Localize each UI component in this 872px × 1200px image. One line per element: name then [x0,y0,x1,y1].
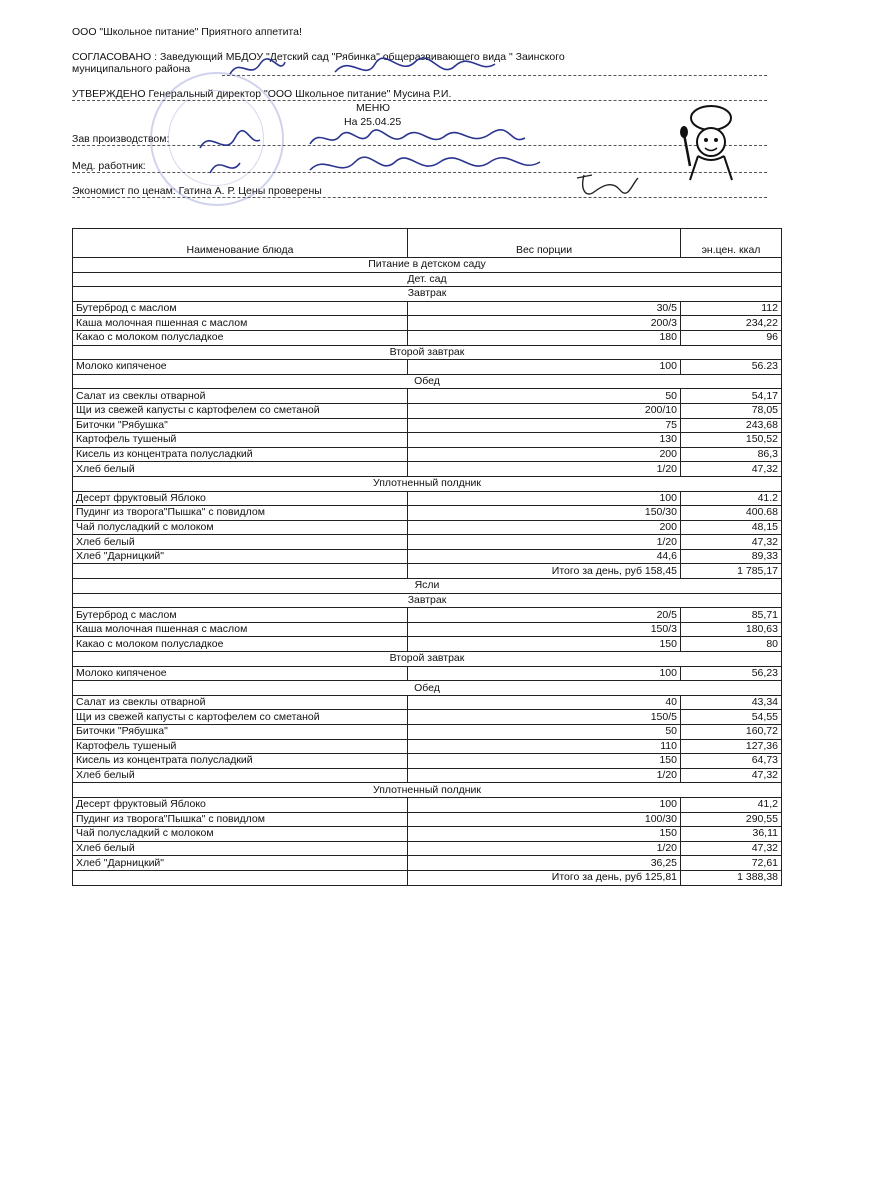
menu-title: МЕНЮ [356,102,390,114]
total-kcal: 1 388,38 [681,870,782,885]
portion-weight: 100 [408,491,681,506]
table-row [73,754,782,769]
dish-name: Салат из свеклы отварной [73,695,408,710]
energy-kcal: 64,73 [681,754,782,769]
section-row [73,272,782,287]
table-row [73,827,782,842]
dish-name: Каша молочная пшенная с маслом [73,316,408,331]
energy-kcal: 47,32 [681,462,782,477]
section-row [73,374,782,389]
dish-name: Кисель из концентрата полусладкий [73,447,408,462]
section-row [73,681,782,696]
section-label: Обед [73,681,782,696]
portion-weight: 200 [408,520,681,535]
table-row [73,797,782,812]
dish-name: Молоко кипяченое [73,360,408,375]
energy-kcal: 234,22 [681,316,782,331]
dish-name: Хлеб белый [73,768,408,783]
table-row [73,360,782,375]
energy-kcal: 43,34 [681,695,782,710]
total-label: Итого за день, руб 158,45 [408,564,681,579]
energy-kcal: 400.68 [681,506,782,521]
dish-name: Хлеб белый [73,462,408,477]
dish-name: Хлеб "Дарницкий" [73,856,408,871]
energy-kcal: 78,05 [681,403,782,418]
energy-kcal: 85,71 [681,608,782,623]
table-header-row [73,229,782,258]
dish-name: Чай полусладкий с молоком [73,520,408,535]
table-row [73,608,782,623]
table-row [73,666,782,681]
energy-kcal: 41,2 [681,797,782,812]
portion-weight: 180 [408,330,681,345]
table-row [73,389,782,404]
energy-kcal: 47,32 [681,841,782,856]
dish-name: Хлеб белый [73,841,408,856]
energy-kcal: 96 [681,330,782,345]
section-row [73,258,782,273]
agreed-line: СОГЛАСОВАНО : Заведующий МБДОУ "Детский сад "Рябинка" общеразвивающего вида " Заинского [72,51,565,63]
portion-weight: 150/3 [408,622,681,637]
energy-kcal: 243,68 [681,418,782,433]
total-empty-cell [73,870,408,885]
table-row [73,316,782,331]
energy-kcal: 47,32 [681,535,782,550]
table-row [73,447,782,462]
portion-weight: 20/5 [408,608,681,623]
economist-dotted-line [72,197,767,198]
section-row [73,593,782,608]
chef-icon [676,104,746,184]
table-row [73,330,782,345]
dish-name: Картофель тушеный [73,433,408,448]
company-line: ООО "Школьное питание" Приятного аппетита! [72,26,302,38]
column-header-dish: Наименование блюда [73,229,408,258]
economist-line: Экономист по ценам: Гатина А. Р. Цены проверены [72,185,322,197]
portion-weight: 1/20 [408,462,681,477]
energy-kcal: 56.23 [681,360,782,375]
menu-date: На 25.04.25 [344,116,402,128]
dish-name: Пудинг из творога"Пышка" с повидлом [73,812,408,827]
total-label: Итого за день, руб 125,81 [408,870,681,885]
dish-name: Кисель из концентрата полусладкий [73,754,408,769]
table-row [73,520,782,535]
section-row [73,783,782,798]
section-row [73,345,782,360]
table-row [73,491,782,506]
portion-weight: 150/30 [408,506,681,521]
dish-name: Каша молочная пшенная с маслом [73,622,408,637]
section-label: Второй завтрак [73,345,782,360]
table-row [73,856,782,871]
section-label: Второй завтрак [73,652,782,667]
energy-kcal: 180,63 [681,622,782,637]
energy-kcal: 112 [681,301,782,316]
menu-table-body [73,258,782,886]
table-row [73,535,782,550]
approved-line: УТВЕРЖДЕНО Генеральный директор "ООО Школьное питание" Мусина Р.И. [72,88,452,100]
total-kcal: 1 785,17 [681,564,782,579]
table-row [73,549,782,564]
dish-name: Хлеб белый [73,535,408,550]
menu-table [72,228,782,886]
energy-kcal: 150,52 [681,433,782,448]
portion-weight: 100 [408,360,681,375]
table-row [73,462,782,477]
portion-weight: 130 [408,433,681,448]
dish-name: Щи из свежей капусты с картофелем со сметаной [73,403,408,418]
energy-kcal: 47,32 [681,768,782,783]
energy-kcal: 54,17 [681,389,782,404]
section-label: Питание в детском саду [73,258,782,273]
production-head-label: Зав производством: [72,133,170,145]
portion-weight: 150 [408,754,681,769]
total-empty-cell [73,564,408,579]
table-row [73,768,782,783]
table-row [73,812,782,827]
portion-weight: 110 [408,739,681,754]
medic-label: Мед. работник: [72,160,146,172]
dish-name: Чай полусладкий с молоком [73,827,408,842]
energy-kcal: 36,11 [681,827,782,842]
agreed-line-2: муниципального района [72,63,191,75]
energy-kcal: 89,33 [681,549,782,564]
dish-name: Салат из свеклы отварной [73,389,408,404]
table-row [73,301,782,316]
section-row [73,652,782,667]
portion-weight: 200 [408,447,681,462]
total-row [73,870,782,885]
energy-kcal: 72,61 [681,856,782,871]
dish-name: Пудинг из творога"Пышка" с повидлом [73,506,408,521]
dish-name: Какао с молоком полусладкое [73,637,408,652]
table-row [73,622,782,637]
section-label: Дет. сад [73,272,782,287]
table-row [73,403,782,418]
dish-name: Молоко кипяченое [73,666,408,681]
energy-kcal: 56,23 [681,666,782,681]
portion-weight: 44,6 [408,549,681,564]
portion-weight: 150 [408,637,681,652]
portion-weight: 1/20 [408,841,681,856]
table-row [73,418,782,433]
portion-weight: 200/3 [408,316,681,331]
dish-name: Десерт фруктовый Яблоко [73,491,408,506]
column-header-kcal: эн.цен. ккал [681,229,782,258]
table-row [73,710,782,725]
energy-kcal: 48,15 [681,520,782,535]
energy-kcal: 80 [681,637,782,652]
section-label: Обед [73,374,782,389]
section-label: Ясли [73,579,782,594]
energy-kcal: 86,3 [681,447,782,462]
energy-kcal: 41.2 [681,491,782,506]
dish-name: Десерт фруктовый Яблоко [73,797,408,812]
portion-weight: 36,25 [408,856,681,871]
section-row [73,579,782,594]
energy-kcal: 160,72 [681,725,782,740]
section-label: Уплотненный полдник [73,783,782,798]
portion-weight: 75 [408,418,681,433]
energy-kcal: 290,55 [681,812,782,827]
dish-name: Какао с молоком полусладкое [73,330,408,345]
table-row [73,506,782,521]
dish-name: Биточки "Рябушка" [73,725,408,740]
signature-production [190,118,550,180]
table-row [73,841,782,856]
portion-weight: 40 [408,695,681,710]
section-row [73,476,782,491]
portion-weight: 150 [408,827,681,842]
energy-kcal: 54,55 [681,710,782,725]
portion-weight: 100 [408,797,681,812]
dish-name: Бутерброд с маслом [73,301,408,316]
energy-kcal: 127,36 [681,739,782,754]
portion-weight: 30/5 [408,301,681,316]
section-label: Завтрак [73,593,782,608]
section-label: Уплотненный полдник [73,476,782,491]
dish-name: Щи из свежей капусты с картофелем со сметаной [73,710,408,725]
table-row [73,695,782,710]
section-row [73,287,782,302]
portion-weight: 200/10 [408,403,681,418]
section-label: Завтрак [73,287,782,302]
dish-name: Бутерброд с маслом [73,608,408,623]
portion-weight: 100 [408,666,681,681]
portion-weight: 50 [408,725,681,740]
table-row [73,739,782,754]
table-row [73,433,782,448]
portion-weight: 100/30 [408,812,681,827]
table-row [73,725,782,740]
portion-weight: 50 [408,389,681,404]
total-row [73,564,782,579]
portion-weight: 1/20 [408,768,681,783]
column-header-weight: Вес порции [408,229,681,258]
portion-weight: 1/20 [408,535,681,550]
portion-weight: 150/5 [408,710,681,725]
signature-agreed [225,52,505,84]
dish-name: Биточки "Рябушка" [73,418,408,433]
table-row [73,637,782,652]
dish-name: Картофель тушеный [73,739,408,754]
dish-name: Хлеб "Дарницкий" [73,549,408,564]
signature-economist [572,170,642,202]
